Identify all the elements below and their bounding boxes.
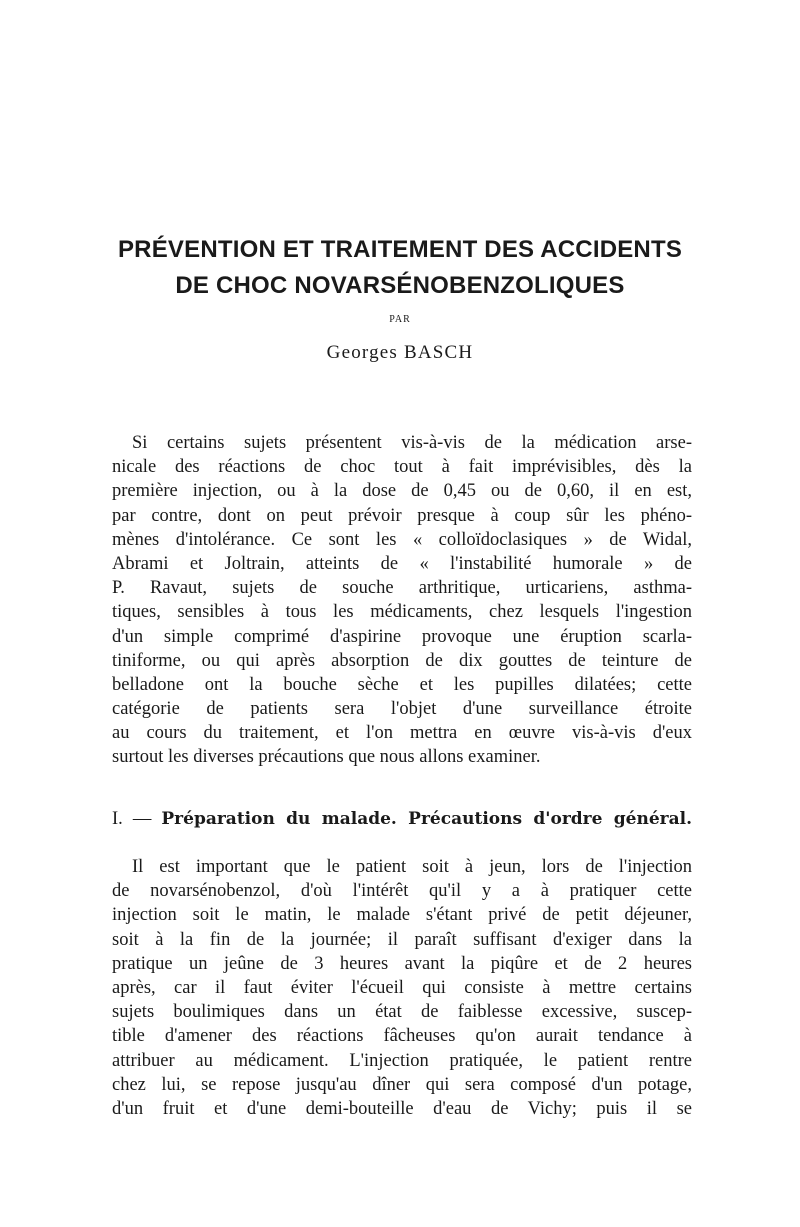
- text-line: de novarsénobenzol, d'où l'intérêt qu'il y a à pratiquer cette: [112, 881, 692, 902]
- text-line: surtout les diverses précautions que nous allons examiner.: [112, 747, 541, 768]
- paragraph-1: [112, 431, 692, 770]
- text-line: tiques, sensibles à tous les médicaments, chez lesquels l'ingestion: [112, 602, 692, 623]
- section-heading: [112, 807, 692, 831]
- text-line: première injection, ou à la dose de 0,45 ou de 0,60, il en est,: [112, 481, 692, 502]
- text-line: chez lui, se repose jusqu'au dîner qui sera composé d'un potage,: [112, 1074, 692, 1095]
- text-line: belladone ont la bouche sèche et les pupilles dilatées; cette: [112, 674, 692, 695]
- text-line: injection soit le matin, le malade s'étant privé de petit déjeuner,: [112, 905, 692, 926]
- text-line: d'un fruit et d'une demi-bouteille d'eau de Vichy; puis il se: [112, 1098, 692, 1119]
- text-line: tible d'amener des réactions fâcheuses qu'on aurait tendance à: [112, 1026, 692, 1047]
- title-line-2: DE CHOC NOVARSÉNOBENZOLIQUES: [175, 272, 625, 299]
- text-line: d'un simple comprimé d'aspirine provoque une éruption scarla-: [112, 626, 692, 647]
- text-line: catégorie de patients sera l'objet d'une surveillance étroite: [112, 699, 692, 720]
- byline-par: PAR: [389, 314, 411, 325]
- text-line: par contre, dont on peut prévoir presque à coup sûr les phéno-: [112, 505, 692, 526]
- title-line-1: PRÉVENTION ET TRAITEMENT DES ACCIDENTS: [117, 236, 683, 263]
- text-line: mènes d'intolérance. Ce sont les « colloïdoclasiques » de Widal,: [112, 529, 692, 550]
- text-line: nicale des réactions de choc tout à fait imprévisibles, dès la: [112, 457, 692, 478]
- text-line: après, car il faut éviter l'écueil qui consiste à mettre certains: [112, 977, 692, 998]
- text-line: Abrami et Joltrain, atteints de « l'instabilité humorale » de: [112, 553, 692, 574]
- section-number: I. —: [112, 809, 152, 829]
- text-line: Il est important que le patient soit à jeun, lors de l'injection: [132, 857, 692, 877]
- author-name: Georges BASCH: [326, 342, 474, 363]
- text-line: P. Ravaut, sujets de souche arthritique, urticariens, asthma-: [112, 578, 692, 599]
- text-line: soit à la fin de la journée; il paraît suffisant d'exiger dans la: [112, 929, 692, 950]
- text-line: attribuer au médicament. L'injection pratiquée, le patient rentre: [112, 1050, 692, 1071]
- section-title: Préparation du malade. Précautions d'ordre général.: [161, 809, 692, 829]
- paragraph-2: [112, 855, 692, 1121]
- text-line: au cours du traitement, et l'on mettra en œuvre vis-à-vis d'eux: [112, 723, 692, 744]
- text-line: pratique un jeûne de 3 heures avant la piqûre et de 2 heures: [112, 953, 692, 974]
- article-title: [0, 232, 800, 304]
- text-line: tiniforme, ou qui après absorption de dix gouttes de teinture de: [112, 650, 692, 671]
- text-line: Si certains sujets présentent vis-à-vis de la médication arse-: [132, 433, 692, 453]
- text-line: sujets boulimiques dans un état de faiblesse excessive, suscep-: [112, 1002, 692, 1023]
